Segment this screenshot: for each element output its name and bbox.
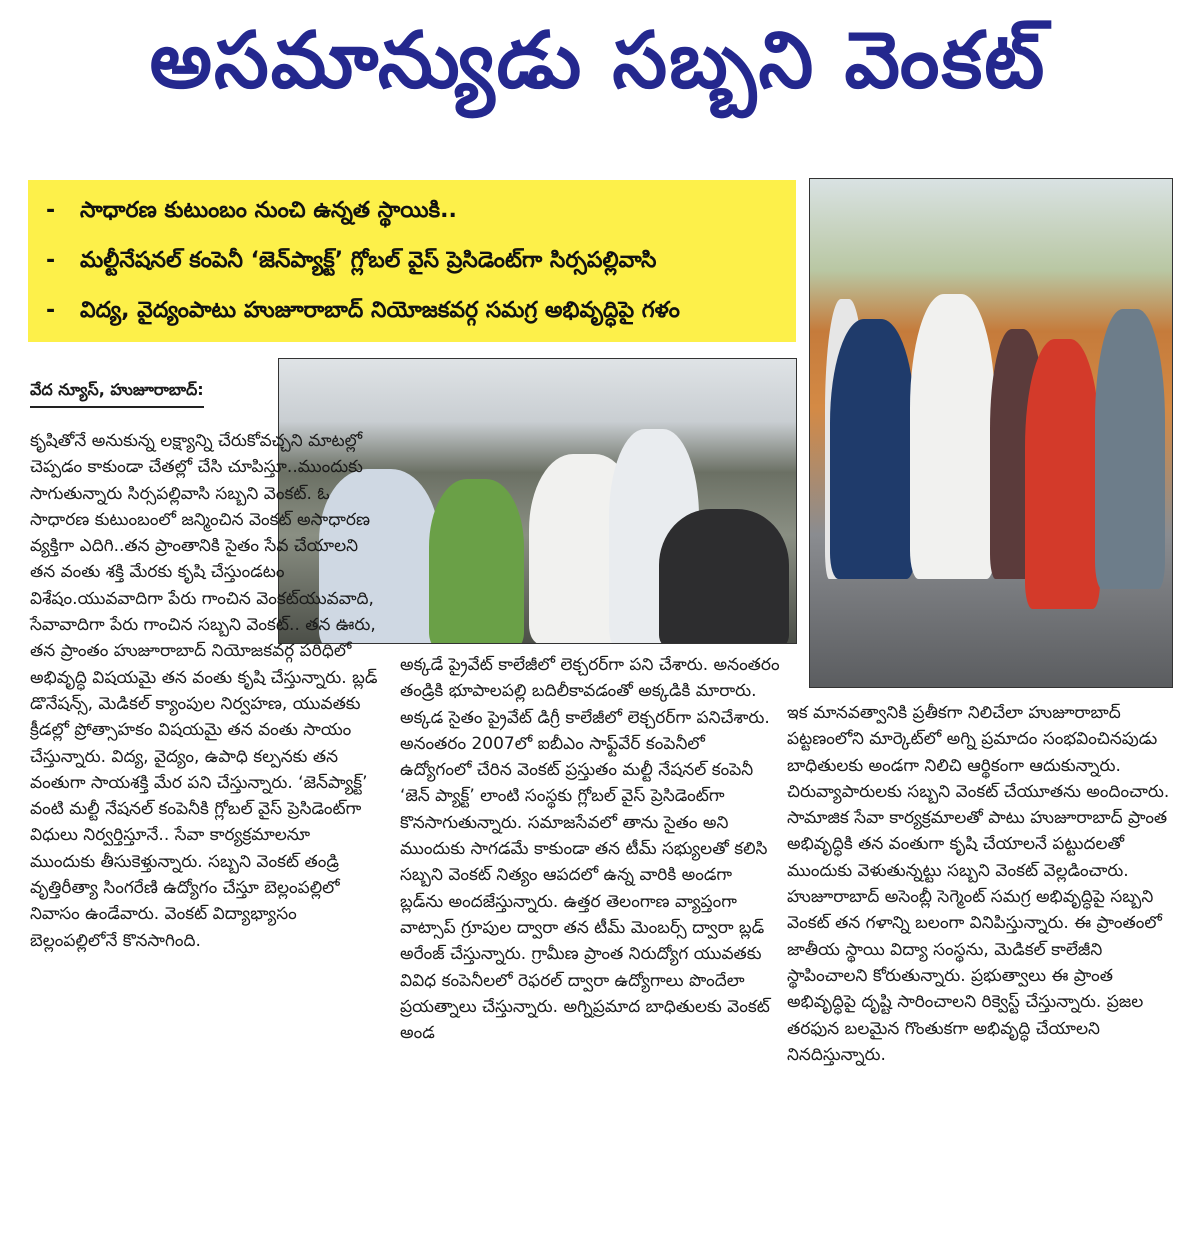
article-column-2 <box>400 652 780 1046</box>
highlight-text: మల్టీనేషనల్ కంపెనీ ‘జెన్‌ప్యాక్ట్’ గ్లోబల్ వైస్ ప్రెసిడెంట్‌గా సిర్సపల్లివాసి <box>80 248 657 273</box>
column-3-text: ఇక మానవత్వానికి ప్రతీకగా నిలిచేలా హుజూరాబాద్ పట్టణంలోని మార్కెట్‌లో అగ్ని ప్రమాదం సంభవించినపుడు బాధితులకు అండగా నిలిచి ఆర్థికంగా ఆదుకున్నారు. చిరువ్యాపారులకు సబ్బని వెంకట్ చేయూతను అందించారు. సామాజిక సేవా కార్యక్రమాలతో పాటు హుజూరాబాద్ ప్రాంత అభివృద్ధికి తన వంతుగా కృషి చేయాలనే పట్టుదలతో ముందుకు వెళుతున్నట్టు సబ్బని వెంకట్ వెల్లడించారు. హుజూరాబాద్ అసెంబ్లీ సెగ్మెంట్ సమగ్ర అభివృద్ధిపై సబ్బని వెంకట్ తన గళాన్ని బలంగా వినిపిస్తున్నారు. ఈ ప్రాంతంలో జాతీయ స్థాయి విద్యా సంస్థను, మెడికల్ కాలేజీని స్థాపించాలని కోరుతున్నారు. ప్రభుత్వాలు ఈ ప్రాంత అభివృద్ధిపై దృష్టి సారించాలని రిక్వెస్ట్ చేస్తున్నారు. ప్రజల తరఫున బలమైన గొంతుకగా అభివృద్ధి చేయాలని నినదిస్తున్నారు. <box>787 703 1170 1065</box>
highlight-text: విద్య, వైద్యంపాటు హుజూరాబాద్ నియోజకవర్గ సమగ్ర అభివృద్ధిపై గళం <box>80 298 680 323</box>
article-column-1 <box>30 428 380 954</box>
highlight-item <box>46 236 778 286</box>
byline: వేద న్యూస్, హుజూరాబాద్: <box>30 380 204 408</box>
article-column-3 <box>787 700 1172 1068</box>
column-2-text: అక్కడే ప్రైవేట్ కాలేజీలో లెక్చరర్‌గా పని చేశారు. అనంతరం తండ్రికి భూపాలపల్లి బదిలీకావడంతో అక్కడికి మారారు. అక్కడ సైతం ప్రైవేట్ డిగ్రీ కాలేజీలో లెక్చరర్‌గా పనిచేశారు. అనంతరం 2007లో ఐబీఎం సాఫ్ట్‌వేర్ కంపెనీలో ఉద్యోగంలో చేరిన వెంకట్ ప్రస్తుతం మల్టీ నేషనల్ కంపెనీ ‘జెన్ ప్యాక్ట్’ లాంటి సంస్థకు గ్లోబల్ వైస్ ప్రెసిడెంట్‌గా కొనసాగుతున్నారు. సమాజసేవలో తాను సైతం అని ముందుకు సాగడమే కాకుండా తన టీమ్ సభ్యులతో కలిసి సబ్బని వెంకట్ నిత్యం ఆపదలో ఉన్న వారికి అండగా బ్లడ్‌ను అందజేస్తున్నారు. ఉత్తర తెలంగాణ వ్యాప్తంగా వాట్సాప్ గ్రూపుల ద్వారా తన టీమ్ మెంబర్స్ ద్వారా బ్లడ్ అరేంజ్ చేస్తున్నారు. గ్రామీణ ప్రాంత నిరుద్యోగ యువతకు వివిధ కంపెనీలలో రెఫరల్ ద్వారా ఉద్యోగాలు పొందేలా ప్రయత్నాలు చేస్తున్నారు. అగ్నిప్రమాద బాధితులకు వెంకట్ అండ <box>400 655 780 1044</box>
dash-bullet: - <box>46 198 56 223</box>
highlight-text: సాధారణ కుటుంబం నుంచి ఉన్నత స్థాయికి.. <box>80 198 457 223</box>
photo-group <box>809 178 1173 688</box>
headline: అసమాన్యుడు సబ్బని వెంకట్ <box>149 20 1047 106</box>
highlight-item <box>46 186 778 236</box>
highlights-box <box>28 180 796 342</box>
column-1-text: కృషితోనే అనుకున్న లక్ష్యాన్ని చేరుకోవచ్చని మాటల్లో చెప్పడం కాకుండా చేతల్లో చేసి చూపిస్తూ..ముందుకు సాగుతున్నారు సిర్సపల్లివాసి సబ్బని వెంకట్. ఓ సాధారణ కుటుంబంలో జన్మించిన వెంకట్ అసాధారణ వ్యక్తిగా ఎదిగి..తన ప్రాంతానికి సైతం సేవ చేయాలని తన వంతు శక్తి మేరకు కృషి చేస్తుండటం విశేషం.యువవాదిగా పేరు గాంచిన వెంకట్‌యువవాది, సేవావాదిగా పేరు గాంచిన సబ్బని వెంకట్.. తన ఊరు, తన ప్రాంతం హుజూరాబాద్ నియోజకవర్గ పరిధిలో అభివృద్ధి విషయమై తన వంతు కృషి చేస్తున్నారు. బ్లడ్ డొనేషన్స్, మెడికల్ క్యాంపుల నిర్వహణ, యువతకు క్రీడల్లో ప్రోత్సాహకం విషయమై తన వంతు సాయం చేస్తున్నారు. విద్య, వైద్యం, ఉపాధి కల్పనకు తన వంతుగా సాయశక్తి మేర పని చేస్తున్నారు. ‘జెన్‌ప్యాక్ట్’ వంటి మల్టీ నేషనల్ కంపెనీకి గ్లోబల్ వైస్ ప్రెసిడెంట్‌గా విధులు నిర్వర్తిస్తూనే.. సేవా కార్యక్రమాలనూ ముందుకు తీసుకెళ్తున్నారు. సబ్బని వెంకట్ తండ్రి వృత్తిరీత్యా సింగరేణి ఉద్యోగం చేస్తూ బెల్లంపల్లిలో నివాసం ఉండేవారు. వెంకట్ విద్యాభ్యాసం బెల్లంపల్లిలోనే కొనసాగింది. <box>30 431 378 951</box>
dash-bullet: - <box>46 298 56 323</box>
dash-bullet: - <box>46 248 56 273</box>
highlight-item <box>46 286 778 336</box>
